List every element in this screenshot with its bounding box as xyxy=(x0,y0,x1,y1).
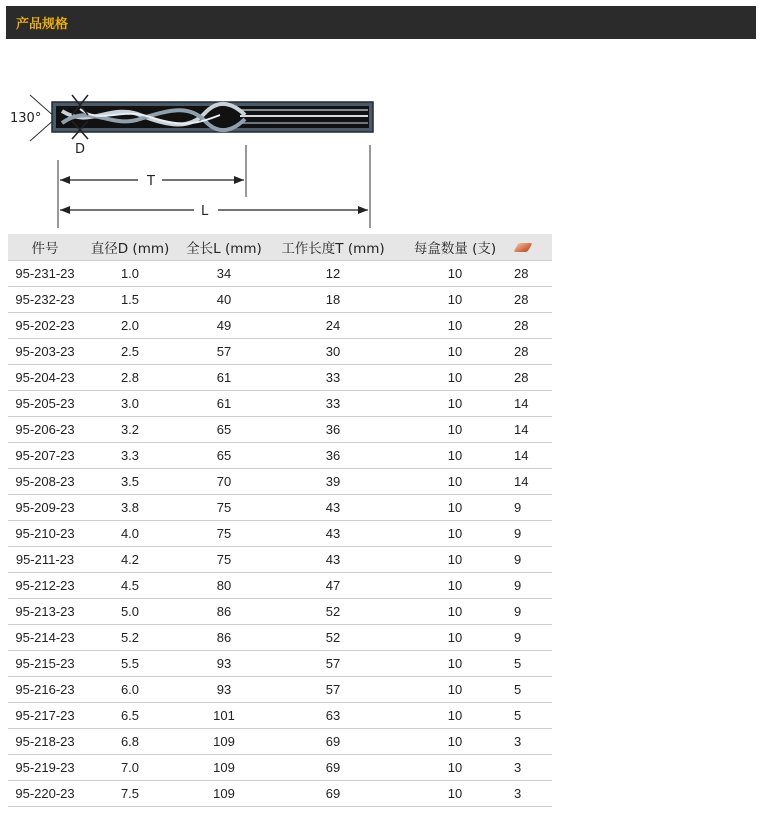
working-length-cell: 63 xyxy=(270,703,396,729)
part-number-cell: 95-213-23 xyxy=(8,599,82,625)
table-row xyxy=(8,391,552,417)
section-title: 产品规格 xyxy=(16,17,69,32)
total-length-cell: 57 xyxy=(178,339,270,365)
diameter-cell: 4.5 xyxy=(82,573,178,599)
box-quantity-cell: 10 xyxy=(396,573,514,599)
part-number-cell: 95-202-23 xyxy=(8,313,82,339)
table-row xyxy=(8,599,552,625)
extra-cell: 5 xyxy=(514,703,552,729)
extra-cell: 28 xyxy=(514,365,552,391)
box-quantity-cell: 10 xyxy=(396,755,514,781)
total-length-cell: 65 xyxy=(178,417,270,443)
table-row xyxy=(8,261,552,287)
working-length-cell: 24 xyxy=(270,313,396,339)
angle-label: 130° xyxy=(10,111,42,126)
working-length-cell: 43 xyxy=(270,547,396,573)
box-quantity-cell: 10 xyxy=(396,417,514,443)
working-length-cell: 69 xyxy=(270,729,396,755)
working-length-cell: 52 xyxy=(270,625,396,651)
part-number-cell: 95-220-23 xyxy=(8,781,82,807)
diameter-cell: 3.2 xyxy=(82,417,178,443)
total-length-label: L xyxy=(201,204,209,219)
diameter-cell: 2.8 xyxy=(82,365,178,391)
box-quantity-cell: 10 xyxy=(396,521,514,547)
diameter-cell: 5.0 xyxy=(82,599,178,625)
extra-cell: 9 xyxy=(514,599,552,625)
total-length-cell: 109 xyxy=(178,755,270,781)
table-row xyxy=(8,313,552,339)
total-length-cell: 75 xyxy=(178,521,270,547)
part-number-cell: 95-208-23 xyxy=(8,469,82,495)
table-row xyxy=(8,521,552,547)
spec-table-container xyxy=(8,234,552,814)
part-number-cell: 95-206-23 xyxy=(8,417,82,443)
extra-cell: 9 xyxy=(514,625,552,651)
table-row xyxy=(8,677,552,703)
working-length-cell: 36 xyxy=(270,417,396,443)
box-quantity-cell: 10 xyxy=(396,729,514,755)
drill-pack-icon xyxy=(513,243,532,252)
extra-cell: 5 xyxy=(514,651,552,677)
working-length-cell: 69 xyxy=(270,755,396,781)
box-quantity-cell: 10 xyxy=(396,495,514,521)
header-total-length: 全长L (mm) xyxy=(178,234,270,261)
header-working-length: 工作长度T (mm) xyxy=(270,234,396,261)
part-number-cell: 95-204-23 xyxy=(8,365,82,391)
extra-cell: 9 xyxy=(514,495,552,521)
total-length-cell: 86 xyxy=(178,599,270,625)
working-length-cell: 43 xyxy=(270,521,396,547)
working-length-label: T xyxy=(147,174,155,189)
extra-cell: 28 xyxy=(514,339,552,365)
table-row xyxy=(8,755,552,781)
diameter-cell: 4.2 xyxy=(82,547,178,573)
working-length-cell: 30 xyxy=(270,339,396,365)
extra-cell: 28 xyxy=(514,261,552,287)
extra-cell: 28 xyxy=(514,287,552,313)
part-number-cell: 95-212-23 xyxy=(8,573,82,599)
total-length-cell: 40 xyxy=(178,287,270,313)
diameter-cell: 3.5 xyxy=(82,469,178,495)
total-length-cell: 93 xyxy=(178,677,270,703)
header-diameter: 直径D (mm) xyxy=(82,234,178,261)
diameter-cell: 6.0 xyxy=(82,677,178,703)
total-length-cell: 80 xyxy=(178,573,270,599)
total-length-cell: 49 xyxy=(178,313,270,339)
total-length-cell: 109 xyxy=(178,781,270,807)
total-length-cell: 70 xyxy=(178,469,270,495)
box-quantity-cell: 10 xyxy=(396,339,514,365)
diameter-cell: 5.2 xyxy=(82,625,178,651)
total-length-cell: 109 xyxy=(178,729,270,755)
header-box-quantity: 每盒数量 (支) xyxy=(396,234,514,261)
extra-cell: 14 xyxy=(514,443,552,469)
working-length-cell: 33 xyxy=(270,391,396,417)
diameter-cell: 2.0 xyxy=(82,313,178,339)
table-row xyxy=(8,469,552,495)
header-bar xyxy=(6,6,756,39)
part-number-cell: 95-219-23 xyxy=(8,755,82,781)
extra-cell: 3 xyxy=(514,755,552,781)
table-row xyxy=(8,417,552,443)
header-extra xyxy=(514,234,552,261)
box-quantity-cell: 10 xyxy=(396,599,514,625)
extra-cell: 3 xyxy=(514,781,552,807)
diameter-cell: 5.5 xyxy=(82,651,178,677)
table-row xyxy=(8,703,552,729)
diameter-cell: 1.5 xyxy=(82,287,178,313)
total-length-cell: 61 xyxy=(178,365,270,391)
table-row xyxy=(8,651,552,677)
table-row xyxy=(8,287,552,313)
extra-cell: 9 xyxy=(514,547,552,573)
box-quantity-cell: 10 xyxy=(396,703,514,729)
part-number-cell: 95-232-23 xyxy=(8,287,82,313)
working-length-cell: 43 xyxy=(270,495,396,521)
drill-bit-diagram xyxy=(0,85,400,235)
spec-table xyxy=(8,234,552,807)
box-quantity-cell: 10 xyxy=(396,781,514,807)
extra-cell: 28 xyxy=(514,313,552,339)
diameter-cell: 6.5 xyxy=(82,703,178,729)
working-length-cell: 12 xyxy=(270,261,396,287)
working-length-cell: 36 xyxy=(270,443,396,469)
part-number-cell: 95-217-23 xyxy=(8,703,82,729)
extra-cell: 14 xyxy=(514,391,552,417)
table-body xyxy=(8,261,552,807)
box-quantity-cell: 10 xyxy=(396,391,514,417)
diameter-label: D xyxy=(75,142,86,157)
box-quantity-cell: 10 xyxy=(396,469,514,495)
part-number-cell: 95-207-23 xyxy=(8,443,82,469)
diameter-cell: 3.8 xyxy=(82,495,178,521)
extra-cell: 9 xyxy=(514,521,552,547)
table-row xyxy=(8,781,552,807)
part-number-cell: 95-211-23 xyxy=(8,547,82,573)
part-number-cell: 95-215-23 xyxy=(8,651,82,677)
part-number-cell: 95-203-23 xyxy=(8,339,82,365)
part-number-cell: 95-209-23 xyxy=(8,495,82,521)
total-length-cell: 101 xyxy=(178,703,270,729)
extra-cell: 14 xyxy=(514,469,552,495)
working-length-cell: 39 xyxy=(270,469,396,495)
box-quantity-cell: 10 xyxy=(396,287,514,313)
total-length-cell: 34 xyxy=(178,261,270,287)
diameter-cell: 6.8 xyxy=(82,729,178,755)
extra-cell: 3 xyxy=(514,729,552,755)
diameter-cell: 7.0 xyxy=(82,755,178,781)
table-row xyxy=(8,495,552,521)
working-length-cell: 52 xyxy=(270,599,396,625)
working-length-cell: 69 xyxy=(270,781,396,807)
table-row xyxy=(8,339,552,365)
box-quantity-cell: 10 xyxy=(396,313,514,339)
total-length-cell: 65 xyxy=(178,443,270,469)
table-row xyxy=(8,573,552,599)
box-quantity-cell: 10 xyxy=(396,365,514,391)
working-length-cell: 33 xyxy=(270,365,396,391)
table-row xyxy=(8,547,552,573)
part-number-cell: 95-205-23 xyxy=(8,391,82,417)
table-row xyxy=(8,729,552,755)
box-quantity-cell: 10 xyxy=(396,261,514,287)
table-row xyxy=(8,443,552,469)
box-quantity-cell: 10 xyxy=(396,677,514,703)
extra-cell: 9 xyxy=(514,573,552,599)
box-quantity-cell: 10 xyxy=(396,547,514,573)
part-number-cell: 95-216-23 xyxy=(8,677,82,703)
box-quantity-cell: 10 xyxy=(396,443,514,469)
total-length-cell: 75 xyxy=(178,495,270,521)
part-number-cell: 95-210-23 xyxy=(8,521,82,547)
working-length-cell: 47 xyxy=(270,573,396,599)
total-length-cell: 86 xyxy=(178,625,270,651)
total-length-cell: 61 xyxy=(178,391,270,417)
extra-cell: 5 xyxy=(514,677,552,703)
part-number-cell: 95-214-23 xyxy=(8,625,82,651)
table-row xyxy=(8,625,552,651)
table-header-row xyxy=(8,234,552,261)
diameter-cell: 3.3 xyxy=(82,443,178,469)
working-length-cell: 57 xyxy=(270,651,396,677)
extra-cell: 14 xyxy=(514,417,552,443)
diameter-cell: 7.5 xyxy=(82,781,178,807)
diameter-cell: 3.0 xyxy=(82,391,178,417)
diameter-cell: 2.5 xyxy=(82,339,178,365)
box-quantity-cell: 10 xyxy=(396,625,514,651)
total-length-cell: 75 xyxy=(178,547,270,573)
diameter-cell: 1.0 xyxy=(82,261,178,287)
working-length-cell: 57 xyxy=(270,677,396,703)
header-part-number: 件号 xyxy=(8,234,82,261)
part-number-cell: 95-231-23 xyxy=(8,261,82,287)
table-row xyxy=(8,365,552,391)
total-length-cell: 93 xyxy=(178,651,270,677)
working-length-cell: 18 xyxy=(270,287,396,313)
box-quantity-cell: 10 xyxy=(396,651,514,677)
part-number-cell: 95-218-23 xyxy=(8,729,82,755)
diameter-cell: 4.0 xyxy=(82,521,178,547)
